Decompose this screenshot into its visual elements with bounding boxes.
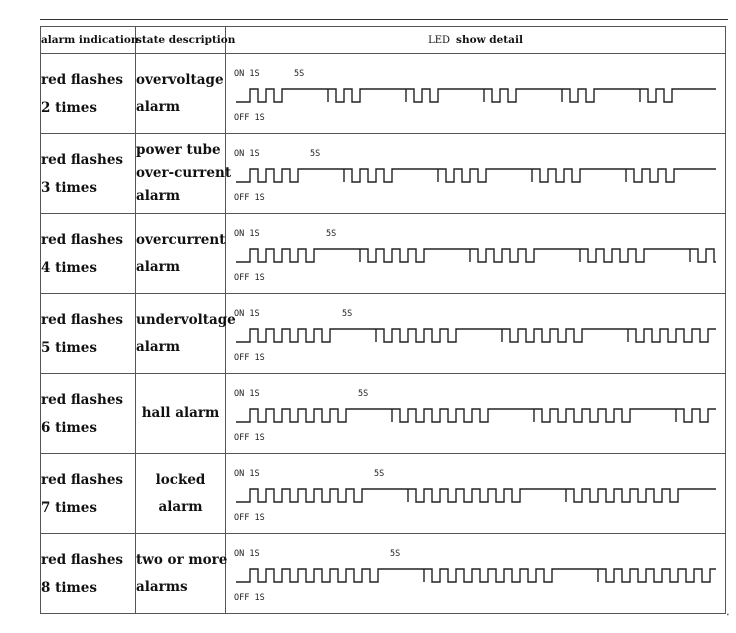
description-line: undervoltage	[136, 311, 236, 328]
led-signal-trace	[236, 329, 716, 342]
table-row	[41, 214, 726, 294]
indication-line: 4 times	[41, 259, 97, 276]
description-line: power tube	[136, 142, 221, 158]
header-state-description: state description	[136, 27, 226, 54]
led-waveform-cell	[226, 54, 726, 134]
header-led-show-detail	[226, 27, 726, 54]
state-description-cell	[136, 294, 236, 374]
state-description-cell	[136, 54, 226, 134]
state-description-cell	[136, 534, 226, 614]
pause-duration-label: 5S	[342, 309, 353, 319]
description-line: alarms	[136, 578, 188, 595]
pause-duration-label: 5S	[326, 229, 337, 239]
indication-line: red flashes	[41, 231, 124, 248]
off-duration-label: OFF 1S	[234, 193, 265, 203]
header-alarm-indication: alarm indication	[41, 27, 136, 54]
off-duration-label: OFF 1S	[234, 113, 265, 123]
indication-line: red flashes	[41, 311, 124, 328]
led-waveform	[226, 134, 726, 213]
off-duration-label: OFF 1S	[234, 353, 265, 363]
on-duration-label: ON 1S	[234, 309, 260, 319]
led-signal-trace	[236, 169, 716, 182]
led-waveform	[226, 374, 726, 453]
indication-line: 5 times	[41, 339, 97, 356]
table-row	[41, 134, 726, 214]
description-line: over-current	[136, 165, 232, 181]
table-row	[41, 534, 726, 614]
alarm-indication-cell	[41, 534, 136, 614]
header-show-detail-label: show detail	[456, 34, 523, 46]
pause-duration-label: 5S	[390, 549, 401, 559]
description-line: alarm	[136, 98, 181, 115]
indication-line: red flashes	[41, 471, 124, 488]
off-duration-label: OFF 1S	[234, 593, 265, 603]
top-rule	[40, 19, 728, 20]
header-row	[41, 27, 726, 54]
alarm-indication-cell	[41, 374, 136, 454]
led-waveform-cell	[226, 134, 726, 214]
led-signal-trace	[236, 409, 716, 422]
led-waveform	[226, 454, 726, 533]
off-duration-label: OFF 1S	[234, 433, 265, 443]
alarm-indication-cell	[41, 294, 136, 374]
description-line: alarm	[136, 258, 181, 275]
indication-line: 6 times	[41, 419, 97, 436]
state-description-cell	[136, 374, 226, 454]
pause-duration-label: 5S	[358, 389, 369, 399]
led-waveform-cell	[226, 214, 726, 294]
indication-line: 2 times	[41, 99, 97, 116]
led-signal-trace	[236, 89, 716, 102]
off-duration-label: OFF 1S	[234, 513, 265, 523]
state-description-cell	[136, 134, 232, 214]
led-waveform-cell	[226, 534, 726, 614]
led-waveform	[226, 294, 726, 373]
table-row	[41, 454, 726, 534]
description-line: alarm	[158, 498, 203, 515]
alarm-indication-cell	[41, 214, 136, 294]
description-line: two or more	[136, 551, 228, 568]
on-duration-label: ON 1S	[234, 389, 260, 399]
state-description-cell	[136, 454, 226, 534]
led-waveform	[226, 534, 726, 613]
alarm-indication-cell	[41, 54, 136, 134]
alarm-indication-cell	[41, 454, 136, 534]
led-waveform	[226, 214, 726, 293]
indication-line: 7 times	[41, 499, 97, 516]
indication-line: 3 times	[41, 179, 97, 196]
alarm-indication-cell	[41, 134, 136, 214]
description-line: hall alarm	[141, 405, 220, 421]
on-duration-label: ON 1S	[234, 549, 260, 559]
led-waveform-cell	[226, 374, 726, 454]
alarm-table	[40, 26, 726, 614]
pause-duration-label: 5S	[294, 69, 305, 79]
corner-mark: •	[726, 612, 730, 619]
table-row	[41, 374, 726, 454]
on-duration-label: ON 1S	[234, 229, 260, 239]
description-line: overvoltage	[136, 71, 224, 88]
on-duration-label: ON 1S	[234, 469, 260, 479]
indication-line: 8 times	[41, 579, 97, 596]
pause-duration-label: 5S	[374, 469, 385, 479]
led-signal-trace	[236, 489, 716, 502]
led-signal-trace	[236, 569, 716, 582]
state-description-cell	[136, 214, 226, 294]
indication-line: red flashes	[41, 551, 124, 568]
off-duration-label: OFF 1S	[234, 273, 265, 283]
table-row	[41, 54, 726, 134]
led-waveform-cell	[226, 294, 726, 374]
description-line: alarm	[136, 338, 181, 355]
description-line: alarm	[136, 188, 181, 204]
led-waveform-cell	[226, 454, 726, 534]
indication-line: red flashes	[41, 71, 124, 88]
description-line: overcurrent	[136, 231, 226, 248]
on-duration-label: ON 1S	[234, 69, 260, 79]
header-led-label: LED	[428, 35, 451, 46]
pause-duration-label: 5S	[310, 149, 321, 159]
led-waveform	[226, 54, 726, 133]
led-signal-trace	[236, 249, 716, 262]
indication-line: red flashes	[41, 151, 124, 168]
indication-line: red flashes	[41, 391, 124, 408]
on-duration-label: ON 1S	[234, 149, 260, 159]
description-line: locked	[155, 471, 206, 488]
table-row	[41, 294, 726, 374]
